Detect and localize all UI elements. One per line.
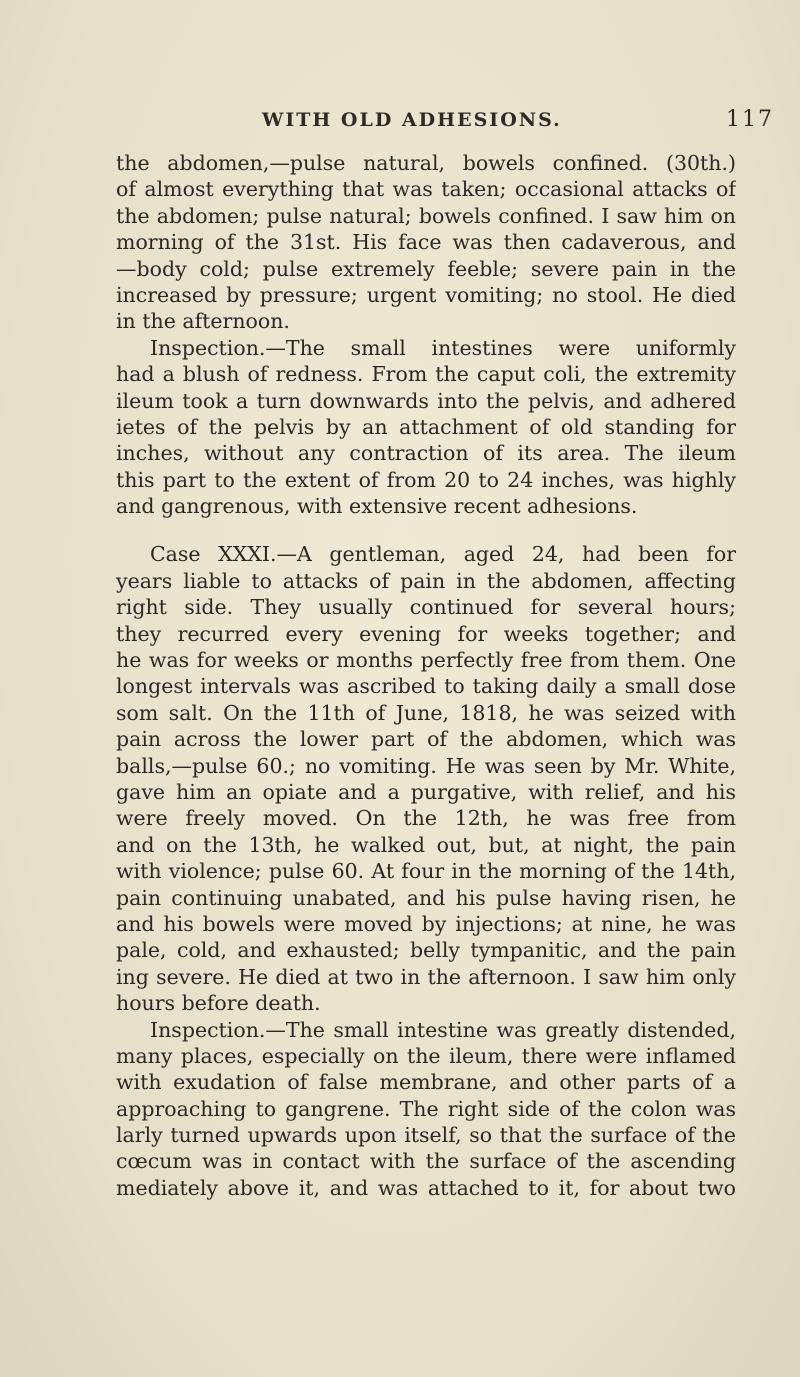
text-line: years liable to attacks of pain in the abdomen, affecting	[116, 568, 736, 593]
running-title: WITH OLD ADHESIONS.	[262, 109, 562, 131]
paragraph-continuation	[116, 150, 736, 335]
text-line: cœcum was in contact with the surface of the ascending	[116, 1149, 736, 1174]
text-line: the abdomen; pulse natural; bowels confined. I saw him on	[116, 203, 736, 228]
text-line: Case XXXI.—A gentleman, aged 24, had been for	[150, 542, 736, 567]
text-line: ileum took a turn downwards into the pelvis, and adhered	[116, 388, 736, 413]
text-line: gave him an opiate and a purgative, with relief, and his	[116, 779, 736, 804]
text-line: larly turned upwards upon itself, so that the surface of the	[116, 1123, 736, 1148]
text-line: pain continuing unabated, and his pulse having risen, he	[116, 885, 736, 910]
paragraph-case-xxxi	[116, 541, 736, 1016]
text-line: and gangrenous, with extensive recent adhesions.	[116, 494, 638, 519]
text-line: Inspection.—The small intestines were uniformly	[150, 335, 736, 360]
text-line: they recurred every evening for weeks together; and	[116, 621, 736, 646]
text-line: pale, cold, and exhausted; belly tympanitic, and the pain	[116, 938, 736, 963]
paragraph-inspection-1	[116, 335, 736, 520]
text-line: had a blush of redness. From the caput coli, the extremity	[116, 362, 736, 387]
text-line: longest intervals was ascribed to taking daily a small dose	[116, 674, 736, 699]
text-line: and his bowels were moved by injections; at nine, he was	[116, 911, 736, 936]
text-line: balls,—pulse 60.; no vomiting. He was seen by Mr. White,	[116, 753, 736, 778]
text-line: approaching to gangrene. The right side of the colon was	[116, 1096, 736, 1121]
running-head	[0, 109, 800, 137]
page-number: 117	[726, 107, 774, 132]
text-line: mediately above it, and was attached to it, for about two	[116, 1175, 736, 1200]
text-line: som salt. On the 11th of June, 1818, he was seized with	[116, 700, 736, 725]
text-line: ing severe. He died at two in the afternoon. I saw him only	[116, 964, 736, 989]
text-line: the abdomen,—pulse natural, bowels confined. (30th.)	[116, 151, 736, 175]
paragraph-gap	[116, 519, 736, 541]
text-line: this part to the extent of from 20 to 24 inches, was highly	[116, 467, 736, 492]
body-text	[116, 150, 736, 1201]
text-line: with exudation of false membrane, and other parts of a	[116, 1070, 736, 1095]
text-line: —body cold; pulse extremely feeble; severe pain in the	[116, 256, 736, 281]
text-line: morning of the 31st. His face was then cadaverous, and	[116, 230, 736, 255]
text-line: inches, without any contraction of its area. The ileum	[116, 441, 736, 466]
text-line: with violence; pulse 60. At four in the morning of the 14th,	[116, 859, 736, 884]
text-line: many places, especially on the ileum, there were inflamed	[116, 1043, 736, 1068]
text-line: hours before death.	[116, 991, 321, 1016]
text-line: he was for weeks or months perfectly free from them. One	[116, 648, 736, 673]
paragraph-inspection-2	[116, 1017, 736, 1202]
text-line: right side. They usually continued for several hours;	[116, 595, 736, 620]
text-line: in the afternoon.	[116, 309, 290, 334]
text-line: Inspection.—The small intestine was greatly distended,	[150, 1017, 736, 1042]
text-line: of almost everything that was taken; occasional attacks of	[116, 177, 736, 202]
text-line: pain across the lower part of the abdomen, which was	[116, 727, 736, 752]
text-line: and on the 13th, he walked out, but, at night, the pain	[116, 832, 736, 857]
text-line: increased by pressure; urgent vomiting; no stool. He died	[116, 282, 736, 307]
text-line: ietes of the pelvis by an attachment of old standing for	[116, 414, 736, 439]
text-line: were freely moved. On the 12th, he was free from	[116, 806, 736, 831]
